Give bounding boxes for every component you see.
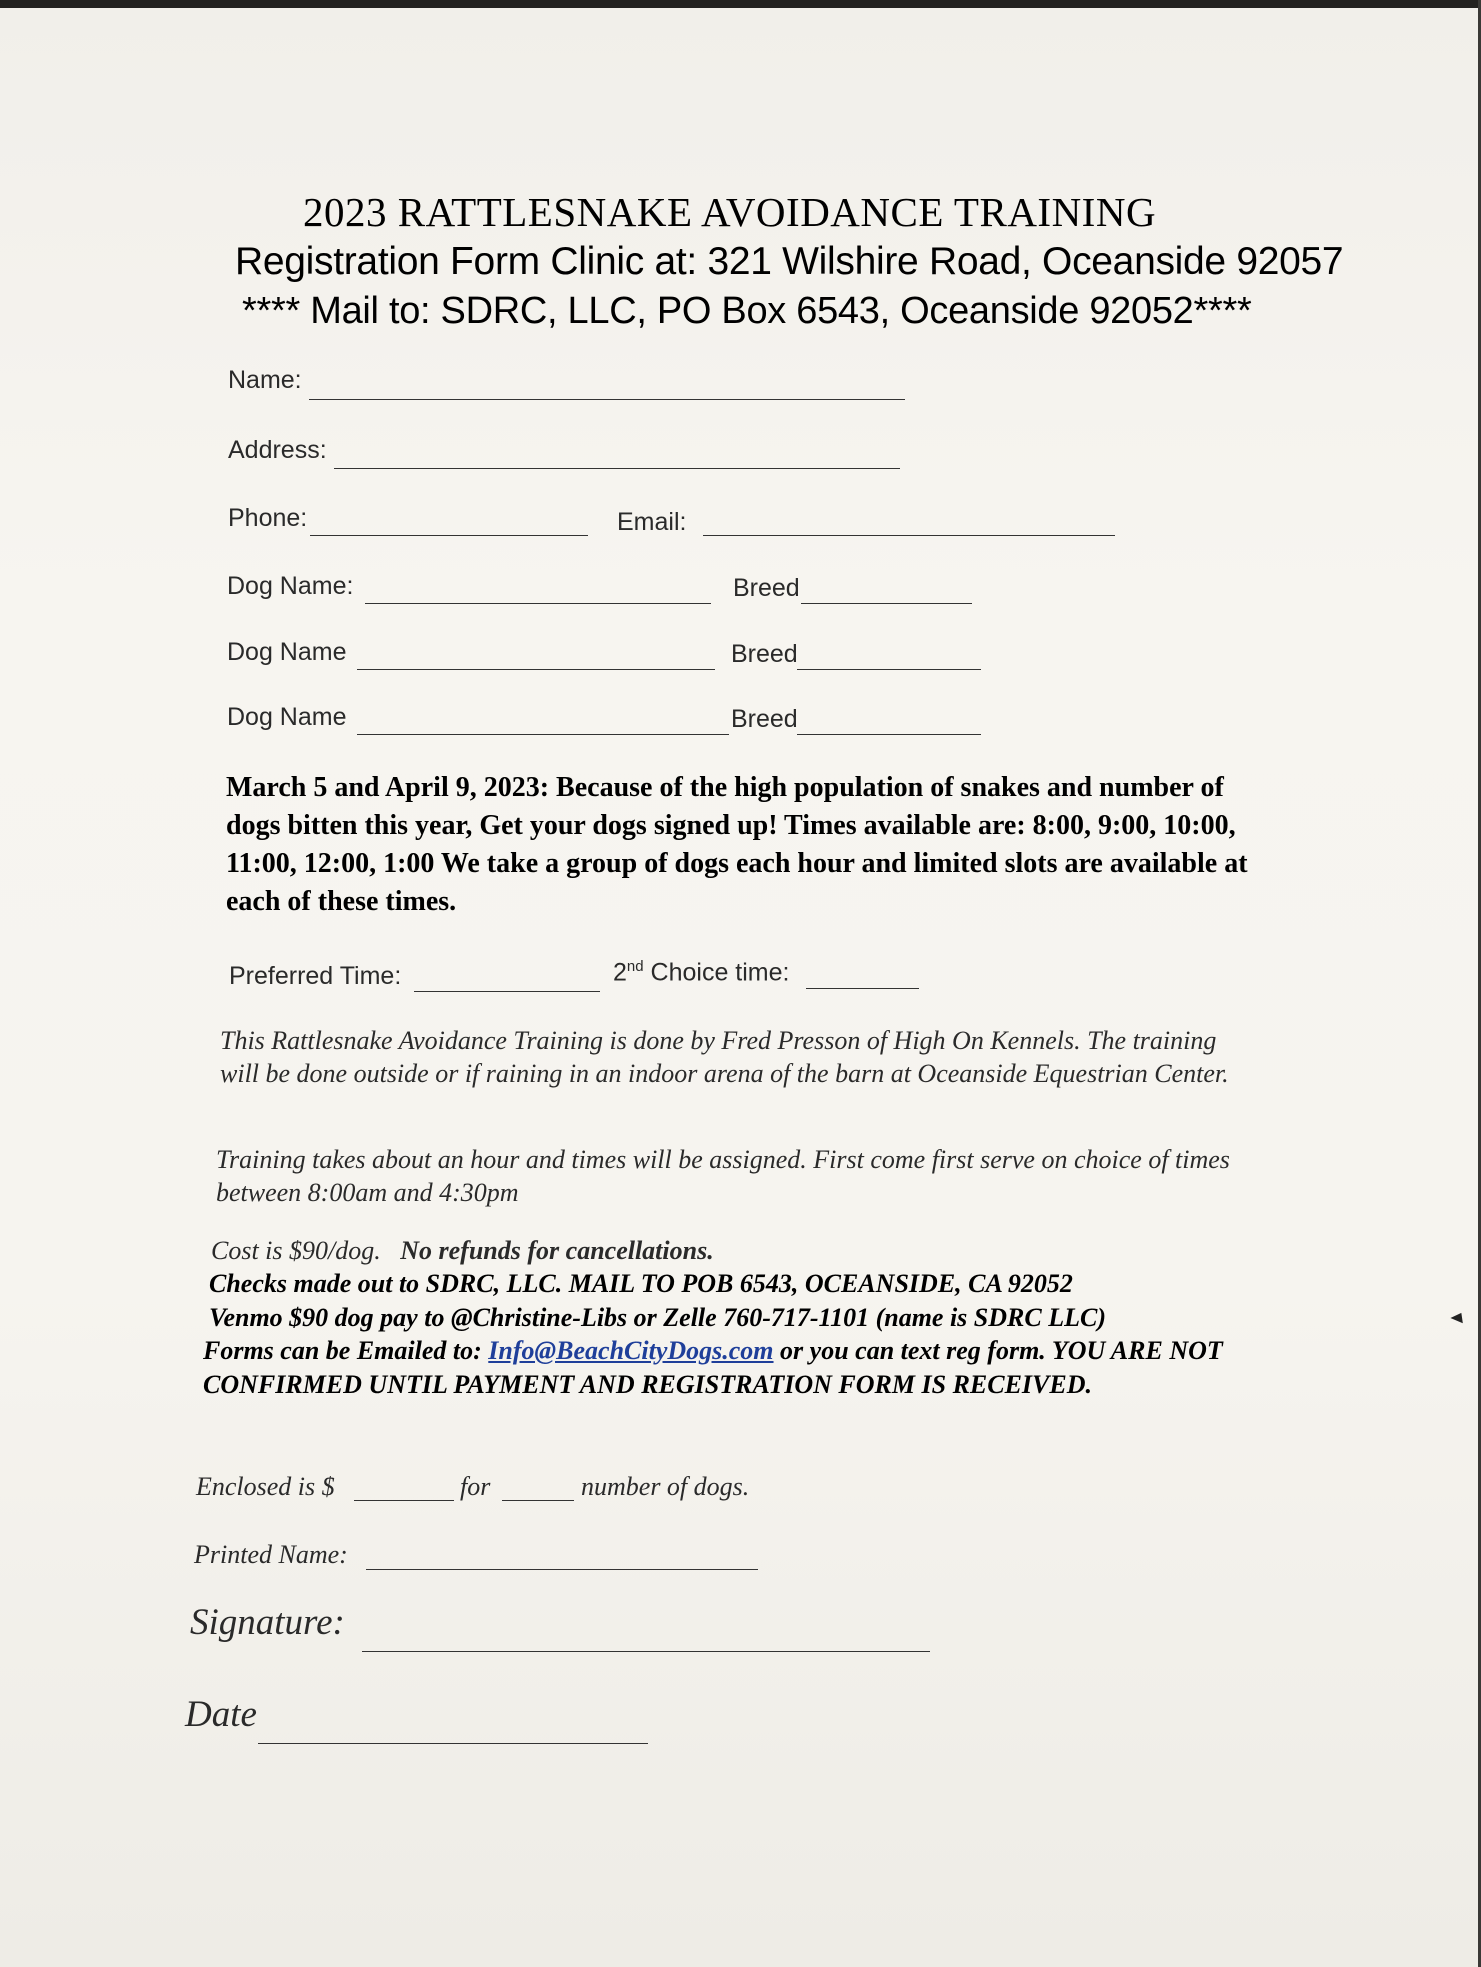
email-field[interactable] <box>703 535 1115 536</box>
email-link[interactable]: Info@BeachCityDogs.com <box>488 1336 774 1365</box>
dog-name-3-field[interactable] <box>357 734 729 735</box>
enclosed-label: Enclosed is $ <box>196 1472 335 1501</box>
second-choice-label: 2nd Choice time: <box>613 958 790 987</box>
phone-label: Phone: <box>228 504 308 532</box>
breed-3-field[interactable] <box>797 734 981 735</box>
dog-name-1-label: Dog Name: <box>227 572 354 600</box>
training-schedule-note: Training takes about an hour and times will be assigned. First come first serve on choice of times between 8:00am and 4:30pm <box>216 1145 1230 1207</box>
form-title: 2023 RATTLESNAKE AVOIDANCE TRAINING <box>303 189 1157 235</box>
mail-to-address: **** Mail to: SDRC, LLC, PO Box 6543, Oceanside 92052**** <box>242 290 1252 332</box>
dog-name-2-field[interactable] <box>357 669 715 670</box>
clinic-address: Registration Form Clinic at: 321 Wilshire Road, Oceanside 92057 <box>235 240 1344 283</box>
date-label: Date <box>185 1694 257 1735</box>
training-description: This Rattlesnake Avoidance Training is done by Fred Presson of High On Kennels. The training will be done outside or if raining in an indoor arena of the barn at Oceanside Equestrian Center. <box>220 1026 1229 1088</box>
name-field[interactable] <box>309 399 905 400</box>
dog-name-1-field[interactable] <box>365 603 711 604</box>
email-instructions: Forms can be Emailed to: Info@BeachCityDogs.com or you can text reg form. YOU ARE NOT CONFIRMED UNTIL PAYMENT AND REGISTRATION FORM IS RECEIVED. <box>203 1336 1223 1399</box>
breed-1-label: Breed <box>733 574 800 602</box>
date-field[interactable] <box>258 1743 648 1744</box>
signature-field[interactable] <box>362 1651 930 1652</box>
checks-instructions: Checks made out to SDRC, LLC. MAIL TO POB 6543, OCEANSIDE, CA 92052 <box>209 1269 1073 1298</box>
breed-1-field[interactable] <box>801 603 972 604</box>
preferred-time-label: Preferred Time: <box>229 962 402 990</box>
address-field[interactable] <box>334 468 900 469</box>
number-of-dogs-label: number of dogs. <box>581 1472 750 1501</box>
for-label: for <box>460 1472 491 1501</box>
name-label: Name: <box>228 366 302 394</box>
phone-field[interactable] <box>310 535 588 536</box>
printed-name-field[interactable] <box>366 1569 758 1570</box>
breed-2-field[interactable] <box>797 669 981 670</box>
dog-name-2-label: Dog Name <box>227 638 347 666</box>
cost-line: Cost is $90/dog. No refunds for cancellations. <box>211 1236 714 1265</box>
address-label: Address: <box>228 436 327 464</box>
dog-count-field[interactable] <box>502 1500 574 1501</box>
breed-2-label: Breed <box>731 640 798 668</box>
dog-name-3-label: Dog Name <box>227 703 347 731</box>
email-label: Email: <box>617 508 687 536</box>
second-choice-field[interactable] <box>806 988 919 989</box>
payment-instructions: Venmo $90 dog pay to @Christine-Libs or Zelle 760-717-1101 (name is SDRC LLC) <box>209 1303 1106 1332</box>
enclosed-amount-field[interactable] <box>354 1500 454 1501</box>
preferred-time-field[interactable] <box>414 991 600 992</box>
signature-label: Signature: <box>190 1602 345 1643</box>
printed-name-label: Printed Name: <box>194 1540 348 1569</box>
schedule-announcement: March 5 and April 9, 2023: Because of the high population of snakes and number of dogs bitten this year, Get your dogs signed up! Times available are: 8:00, 9:00, 10:00, 11:00, 12:00, 1:00 We take a group of dogs each hour and limited slots are available at each of these times. <box>226 772 1248 917</box>
breed-3-label: Breed <box>731 705 798 733</box>
